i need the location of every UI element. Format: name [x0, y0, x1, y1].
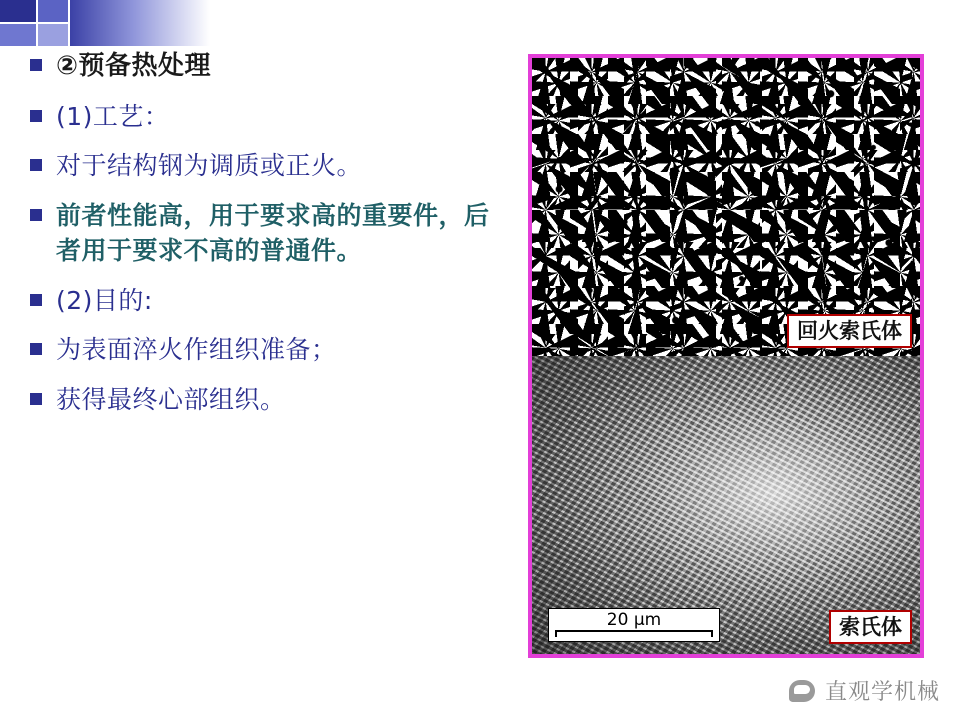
scale-bar-ticks: [555, 630, 713, 639]
list-item: [30, 148, 500, 184]
corner-gradient-bar: [70, 0, 210, 46]
bullet-text: 前者性能高，用于要求高的重要件，后者用于要求不高的普通件。: [56, 200, 490, 266]
bullet-square-icon: [30, 343, 42, 355]
list-item: [30, 332, 500, 368]
bullet-text: 获得最终心部组织。: [56, 384, 286, 414]
bullet-text: (2)目的:: [56, 285, 153, 315]
decorative-corner-blocks: [0, 0, 210, 46]
micrograph-panel: [528, 54, 924, 658]
corner-block-3: [0, 24, 36, 46]
list-item: [30, 198, 500, 269]
bullet-list: [30, 48, 500, 431]
bullet-text: ②预备热处理: [56, 51, 212, 81]
bullet-square-icon: [30, 209, 42, 221]
tempered-sorbite-micrograph: [532, 58, 920, 356]
scale-bar: [548, 608, 720, 642]
bullet-square-icon: [30, 59, 42, 71]
sorbite-micrograph: [532, 356, 920, 654]
bullet-text: (1)工艺：: [56, 101, 170, 131]
list-item: [30, 99, 500, 135]
bullet-text: 对于结构钢为调质或正火。: [56, 151, 363, 181]
list-item: [30, 48, 500, 85]
micrograph-label-bottom: 索氏体: [829, 610, 912, 644]
micrograph-label-top: 回火索氏体: [787, 314, 912, 348]
chat-bubble-icon: [789, 680, 815, 702]
corner-block-4: [38, 24, 68, 46]
bullet-square-icon: [30, 294, 42, 306]
corner-block-1: [0, 0, 36, 22]
corner-block-2: [38, 0, 68, 22]
list-item: [30, 382, 500, 418]
watermark: [789, 675, 940, 706]
list-item: [30, 283, 500, 319]
bullet-square-icon: [30, 110, 42, 122]
bullet-text: 为表面淬火作组织准备；: [56, 335, 337, 365]
bullet-square-icon: [30, 159, 42, 171]
scale-bar-text: 20 μm: [606, 610, 662, 630]
watermark-text: 直观学机械: [824, 680, 940, 705]
bullet-square-icon: [30, 393, 42, 405]
